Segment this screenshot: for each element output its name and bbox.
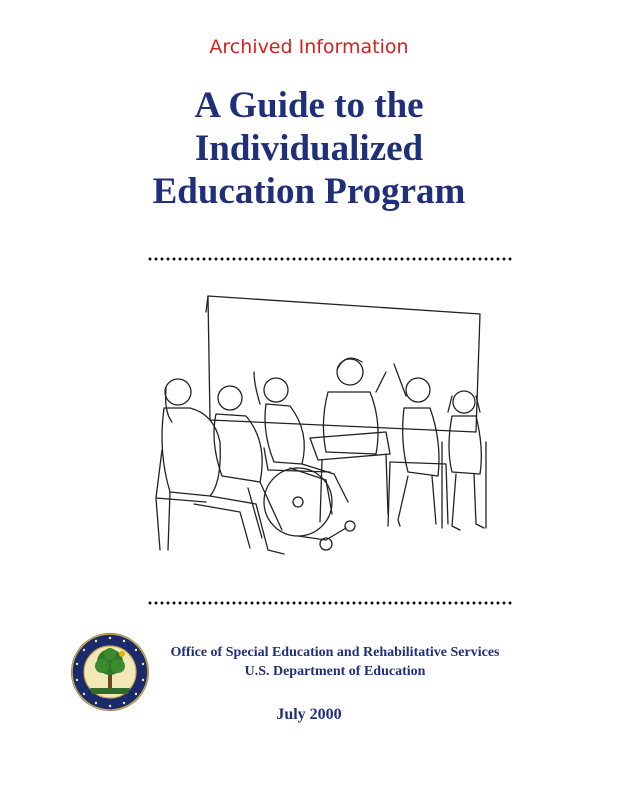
publication-date: July 2000 [276,706,342,723]
title-line-3: Education Program [152,171,466,212]
classroom-meeting-illustration [150,292,490,574]
office-name: Office of Special Education and Rehabilitative Services [170,645,500,660]
archived-label: Archived Information [209,36,409,58]
dotted-divider-bottom [147,600,513,606]
department-name: U.S. Department of Education [244,664,426,679]
publisher-block [165,643,505,681]
title-line-1: A Guide to the [194,85,424,126]
dotted-divider-top [147,256,513,262]
title-line-2: Individualized [194,128,424,169]
document-title [0,84,618,213]
department-of-education-seal [70,632,150,712]
